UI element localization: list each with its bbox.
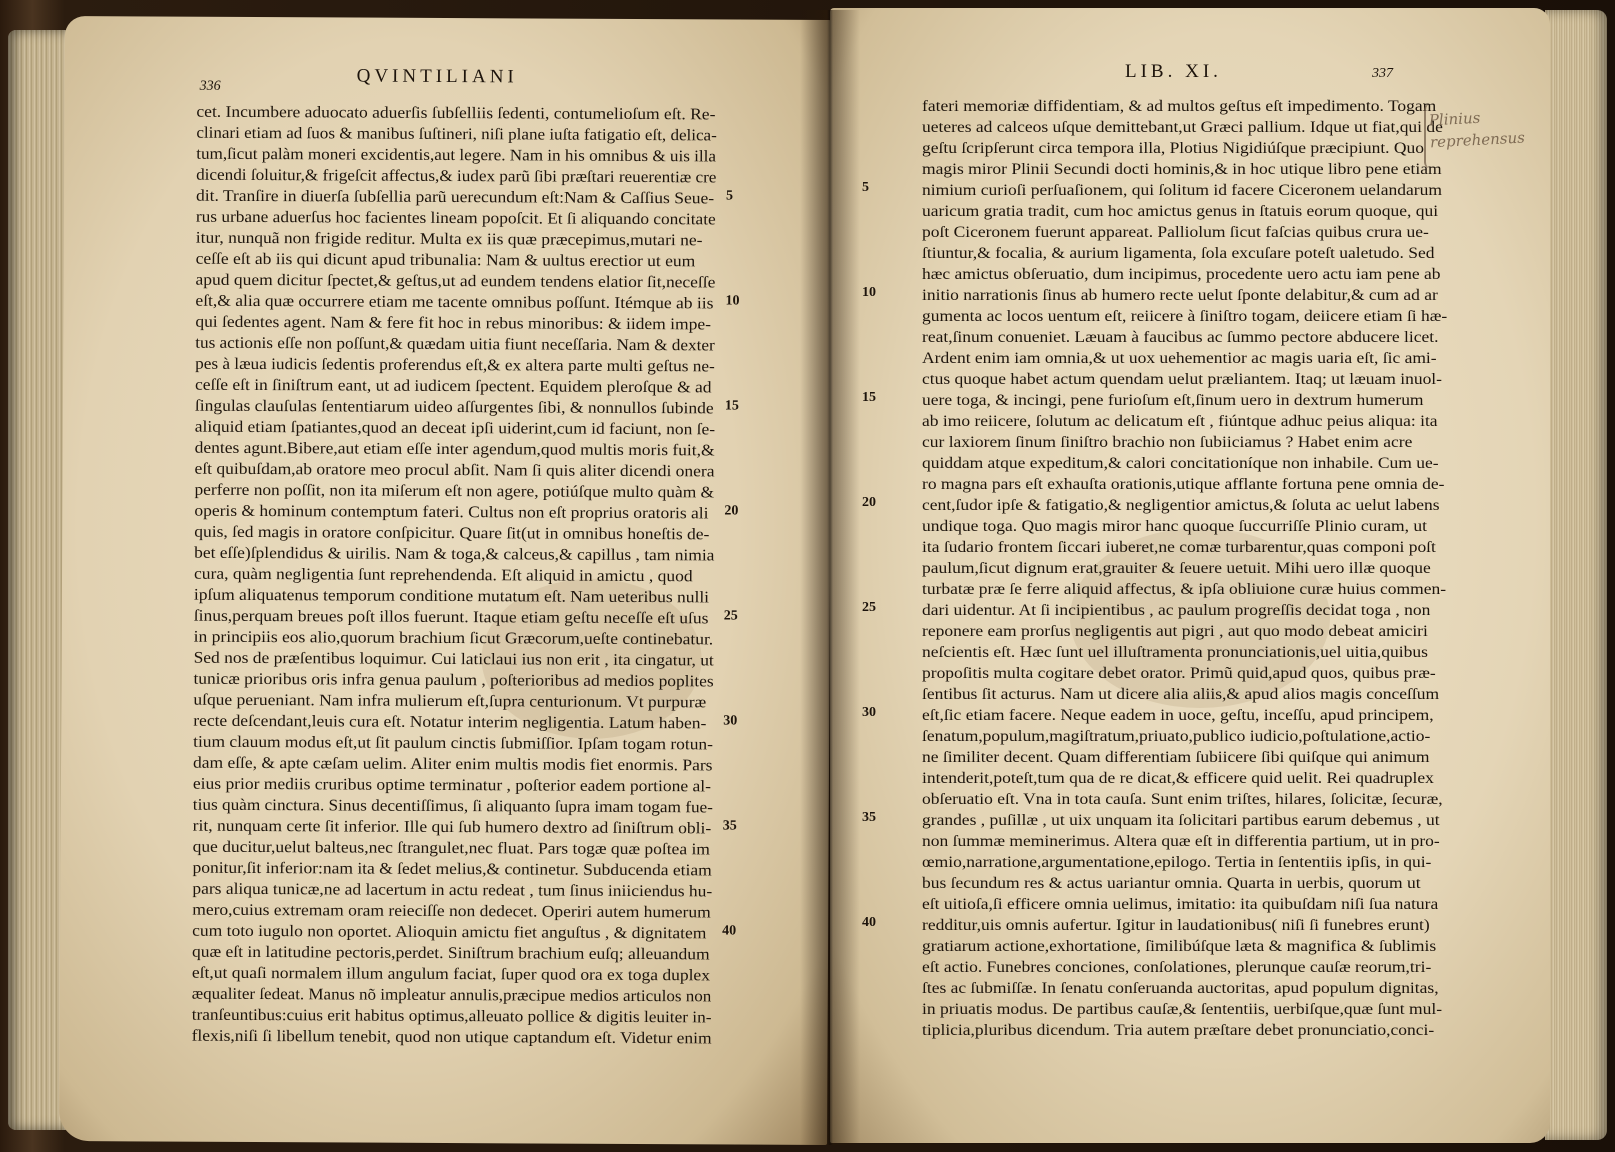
- text-line: undique toga. Quo magis miror hanc quoque ſuccurriſſe Plinio curam, ut: [922, 517, 1427, 535]
- text-line: apud quem dicitur ſpectet,& geſtus,ut ad eundem tendens elatior ſit,neceſſe: [195, 270, 716, 292]
- text-line: itur, nunquã non frigide reditur. Multa ex iis quæ præcepimus,mutari ne-: [195, 228, 703, 250]
- text-line: quis, ſed magis in oratore conſpicitur. Quare ſit(ut in omnibus honeſtis de-: [194, 522, 710, 544]
- left-page: [59, 16, 833, 1145]
- text-line: gumenta ac locos uentum eſt, reiicere à ſiniſtro togam, deiicere etiam ſi hæ-: [922, 307, 1448, 325]
- text-line: eſt actio. Funebres conciones, conſolationes, plerunque cauſæ reorum,tri-: [922, 958, 1432, 976]
- right-running-title: LIB. XI.: [1125, 61, 1222, 82]
- text-line: fateri memoriæ diffidentiam, & ad multos geſtus eſt impedimento. Togam: [922, 97, 1437, 115]
- text-line: cum toto iugulo non oportet. Alioquin amictu fiet anguſtus , & dignitatem: [192, 921, 707, 943]
- text-line: ro magna pars eſt exhauſta orationis,utique afflante fortuna pene omnia de-: [922, 475, 1445, 493]
- text-line: operis & hominum contemptum fateri. Cultus non eſt proprius oratoris ali: [194, 501, 709, 523]
- text-line: eſt,& alia quæ occurrere etiam me tacente omnibus poſſunt. Itémque ab iis: [195, 291, 714, 313]
- margin-line-number: 25: [723, 608, 738, 624]
- text-line: que ducitur,uelut balteus,nec ſtrangulet,nec fluat. Pars togæ quæ poſtea im: [192, 837, 710, 859]
- text-line: ceſſe eſt ab iis qui dicunt apud tribunalia: Nam & uultus erectior ut eum: [195, 249, 696, 271]
- text-line: hæc amictus obſeruatio, dum incipimus, procedente uero actu iam pene ab: [922, 265, 1441, 283]
- text-line: pars aliqua tunicæ,ne ad lacertum in actu redeat , tum ſinus iniiciendus hu-: [192, 879, 713, 901]
- margin-line-number: 10: [725, 293, 740, 309]
- text-line: eius prior mediis cruribus optime terminatur , poſterior eadem portione al-: [192, 774, 712, 796]
- text-line: ſingulas clauſulas ſententiarum uideo aſſurgentes ſibi, & nonnullos ſubinde: [194, 396, 714, 418]
- margin-line-number: 20: [862, 495, 876, 510]
- text-line: initio narrationis ſinus ab humero recte uelut ſponte delabitur,& cum ad ar: [922, 286, 1438, 304]
- text-line: aliquid etiam ſpatiantes,quod an deceat ipſi uiderint,cum id faciunt, non ſe-: [194, 417, 716, 439]
- text-line: cura, quàm negligentia ſunt reprehendenda. Eſt aliquid in amictu , quod: [193, 564, 693, 586]
- margin-line-number: 40: [722, 923, 737, 939]
- text-line: ueteres ad calceos uſque demittebant,ut Græci pallium. Idque ut fiat,qui de: [922, 118, 1443, 136]
- margin-line-number: 30: [723, 713, 738, 729]
- text-line: dam eſſe, & apte cæſam uelim. Aliter enim multis modis fiet enormis. Pars: [192, 753, 713, 775]
- text-line: eſt quibuſdam,ab oratore meo procul abſit. Nam ſi quis aliter dicendi onera: [194, 459, 715, 481]
- text-line: in priuatis modus. De partibus cauſæ,& ſententiis, uerbiſque,quæ ſunt mul-: [922, 1000, 1443, 1018]
- text-line: ctus quoque habet actum quendam uelut præliantem. Itaq; ut læuam inuol-: [922, 370, 1442, 388]
- left-text-block: [191, 102, 717, 1050]
- text-line: qui ſedentes agent. Nam & fere fit hoc in rebus minoribus: & iidem impe-: [195, 312, 712, 334]
- margin-line-number: 5: [725, 188, 734, 204]
- text-line: œmio,narratione,argumentatione,epilogo. Tertia in ſententiis ipſis, in qui-: [922, 853, 1432, 871]
- left-running-title: QVINTILIANI: [356, 65, 518, 88]
- text-line: uaricum gratia tradit, cum hoc amictus genus in ſtatuis eorum quoque, qui: [922, 202, 1439, 220]
- text-line: reponere eam prorſus negligentis aut pigri , aut quo modo debeat amiciri: [922, 622, 1428, 640]
- text-line: redditur,uis omnis aufertur. Igitur in laudationibus( niſi ſi funebres erunt): [922, 916, 1430, 934]
- text-line: non ſummæ meminerimus. Altera quæ eſt in differentia partium, ut in pro-: [922, 832, 1440, 850]
- text-line: paulum,ſicut dignum erat,grauiter & ſeuere uetuit. Mihi uero illæ quoque: [922, 559, 1431, 577]
- left-folio-number: 336: [199, 78, 221, 94]
- text-line: uſque perueniant. Nam infra mulierum eſt,ſupra centurionum. Vt purpuræ: [193, 690, 707, 712]
- margin-line-number: 35: [722, 818, 737, 834]
- text-line: eſt,ut quaſi normalem illum angulum faciat, ſuper quod ora ex toga duplex: [191, 963, 711, 985]
- text-line: mero,cuius extremam oram reieciſſe non dedecet. Operiri autem humerum: [192, 900, 711, 922]
- text-line: flexis,niſi ſi libellum tenebit, quod non utique captandum eſt. Videtur enim: [191, 1026, 712, 1048]
- right-text-block: [922, 96, 1448, 1041]
- text-line: tus actionis eſſe non poſſunt,& quædam uitia fiunt neceſſaria. Nam & dexter: [195, 333, 715, 355]
- text-line: intenderit,poteſt,tum qua de re dicat,& efficere quid uelit. Rei quadruplex: [922, 769, 1434, 787]
- text-line: uere toga, & incingi, pene furioſum eſt,ſinum uero in dextrum humerum: [922, 391, 1424, 409]
- text-line: in principiis eos alio,quorum brachium ſicut Græcorum,ueſte continebatur.: [193, 627, 714, 649]
- text-line: dicendi ſoluitur,& frigeſcit affectus,& iudex parũ ſibi præſtari reuerentiæ cre: [196, 165, 717, 187]
- text-line: clinari etiam ad ſuos & manibus ſuſtineri, niſi plane iuſta fatigatio eſt, delica-: [196, 123, 717, 145]
- handwritten-marginal-note: Plinius reprehensus: [1428, 108, 1526, 152]
- margin-line-number: 40: [862, 915, 876, 930]
- text-line: Ardent enim iam omnia,& ut uox uehementior ac magis uaria eſt, ſic ami-: [922, 349, 1437, 367]
- text-line: æqualiter ſedeat. Manus nõ impleatur annulis,præcipue medios articulos non: [191, 984, 712, 1006]
- text-line: tium clauum modus eſt,ut ſit paulum cinctis ſubmiſſior. Ipſam togam rotun-: [193, 732, 713, 754]
- right-folio-number: 337: [1372, 66, 1393, 81]
- text-line: bet eſſe)ſplendidus & uirilis. Nam & toga,& calceus,& capillus , tam nimia: [194, 543, 715, 565]
- text-line: tiplicia,pluribus dicendum. Tria autem præſtare debet pronunciatio,conci-: [922, 1021, 1435, 1039]
- text-line: ab imo reiicere, ſolutum ac delicatum eſt , fiúntque adhuc peius aliqua: ita: [922, 412, 1438, 430]
- text-line: gratiarum actione,exhortatione, ſimilibúſque læta & magnifica & ſublimis: [922, 937, 1437, 955]
- text-line: nimium curioſi perſuaſionem, qui ſolitum id facere Ciceronem uelandarum: [922, 181, 1442, 199]
- text-line: ſtiuntur,& focalia, & aurium ligamenta, ſola excuſare poteſt ualetudo. Sed: [922, 244, 1435, 262]
- text-line: propoſitis multa cogitare debet orator. Primũ quid,apud quos, quibus præ-: [922, 664, 1436, 682]
- text-line: ne ſimiliter decent. Quam differentiam ſubiicere ſibi quiſque qui animum: [922, 748, 1430, 766]
- text-line: ſinus,perquam breues poſt illos fuerunt. Itaque etiam geſtu neceſſe eſt uſus: [193, 606, 709, 628]
- text-line: ſenatum,populum,magiſtratum,priuato,publico iudicio,poſtulatione,actio-: [922, 727, 1431, 745]
- text-line: tranſeuntibus:cuius erit habitus optimus,alleuato pollice & digitis leuiter in-: [191, 1005, 712, 1027]
- text-line: ipſum aliquatenus temporum conditione mutatum eſt. Nam ueteribus nulli: [193, 585, 710, 607]
- text-line: rit, nunquam certe ſit inferior. Ille qui ſub humero dextro ad ſiniſtrum obli-: [192, 816, 712, 838]
- text-line: poſt Ciceronem fuerunt appareat. Palliolum ſicut faſcias quibus crura ue-: [922, 223, 1429, 241]
- text-line: obſeruatio eſt. Vna in tota cauſa. Sunt enim triſtes, hilares, ſolicitæ, ſecuræ,: [922, 790, 1443, 808]
- text-line: tunicæ prioribus oris infra genua paulum , poſterioribus ad medios poplites: [193, 669, 714, 691]
- margin-line-number: 15: [724, 398, 739, 414]
- margin-line-number: 25: [862, 600, 876, 615]
- margin-line-number: 20: [724, 503, 739, 519]
- text-line: eſt,ſic etiam facere. Neque eadem in uoce, geſtu, inceſſu, apud principem,: [922, 706, 1434, 724]
- text-line: magis miror Plinii Secundi docti hominis,& in hoc utique libro pene etiam: [922, 160, 1442, 178]
- text-line: ſtes ac ſubmiſſæ. In ſenatu conſeruanda auctoritas, apud populum dignitas,: [922, 979, 1439, 997]
- text-line: dari uidentur. At ſi incipientibus , ac paulum progreſſis decidat toga , non: [922, 601, 1431, 619]
- text-line: recte deſcendant,leuis cura eſt. Notatur interim negligentia. Latum haben-: [193, 711, 707, 733]
- text-line: geſtu ſcripſerunt circa tempora illa, Plotius Nigidiúſque præcipiunt. Quo: [922, 139, 1425, 157]
- margin-line-number: 10: [862, 285, 876, 300]
- text-line: turbatæ præ ſe ferre aliquid affectus, & ipſa obliuione curæ huius commen-: [922, 580, 1447, 598]
- text-line: dentes agunt.Bibere,aut etiam eſſe inter agendum,quod multis moris fuit,&: [194, 438, 715, 460]
- text-line: Sed nos de præſentibus loquimur. Cui laticlaui ius non erit , ita cingatur, ut: [193, 648, 714, 670]
- text-line: grandes , puſillæ , ut uix unquam ita ſolicitari partibus earum debemus , ut: [922, 811, 1440, 829]
- text-line: eſt uitioſa,ſi efficere omnia uelimus, imitatio: ita quibuſdam niſi ſua natura: [922, 895, 1439, 913]
- text-line: tius quàm cinctura. Sinus decentiſſimus, ſi aliquanto ſupra imam togam fue-: [192, 795, 713, 817]
- text-line: cet. Incumbere aduocato aduerſis ſubſelliis ſedenti, contumelioſum eſt. Re-: [196, 102, 716, 124]
- text-line: ceſſe eſt in ſiniſtrum eant, ut ad iudicem ſpectent. Equidem pleroſque & ad: [194, 375, 712, 397]
- text-line: bus ſecundum res & actus uariantur omnia. Quarta in uerbis, quorum ut: [922, 874, 1421, 892]
- text-line: dit. Tranſire in diuerſa ſubſellia parũ uerecundum eſt:Nam & Caſſius Seue-: [195, 186, 715, 208]
- text-line: quæ eſt in latitudine pectoris,perdet. Siniſtrum brachium euſq; alleuandum: [192, 942, 710, 964]
- margin-line-number: 5: [862, 180, 869, 195]
- text-line: reat,ſinum conueniet. Læuam à faucibus ac ſummo pectore abducere licet.: [922, 328, 1439, 346]
- margin-line-number: 15: [862, 390, 876, 405]
- margin-line-number: 30: [862, 705, 876, 720]
- right-page-edges: [1545, 10, 1607, 1140]
- text-line: perferre non poſſit, non ita miſerum eſt non agere, potiúſque multo quàm &: [194, 480, 715, 502]
- margin-line-number: 35: [862, 810, 876, 825]
- text-line: rus urbane aduerſus hoc facientes lineam popoſcit. Et ſi aliquando concitate: [195, 207, 716, 229]
- text-line: quiddam atque expeditum,& calori concitationíque non inhabile. Cum ue-: [922, 454, 1439, 472]
- text-line: ponitur,ſit inferior:nam ita & ſedet melius,& continetur. Subducenda etiam: [192, 858, 712, 880]
- text-line: tum,ſicut palàm moneri excidentis,aut legere. Nam in his omnibus & uis illa: [196, 144, 717, 166]
- text-line: pes à læua iudicis ſedentis proferendus eſt,& ex altera parte multi geſtus ne-: [195, 354, 715, 376]
- text-line: cent,ſudor ipſe & fatigatio,& negligentior amictus,& ſoluta ac uelut labens: [922, 496, 1440, 514]
- text-line: neſcientis eſt. Hæc ſunt uel illuſtramenta pronunciationis,uel uitia,quibus: [922, 643, 1428, 661]
- text-line: cur laxiorem ſinum ſiniſtro brachio non ſubiiciamus ? Habet enim acre: [922, 433, 1413, 451]
- text-line: ſentibus ſit acturus. Nam ut dicere alia aliis,& apud alios magis conceſſum: [922, 685, 1440, 703]
- text-line: ita ſudario frontem ſiccari iuberet,ne comæ turbarentur,quas componi poſt: [922, 538, 1436, 556]
